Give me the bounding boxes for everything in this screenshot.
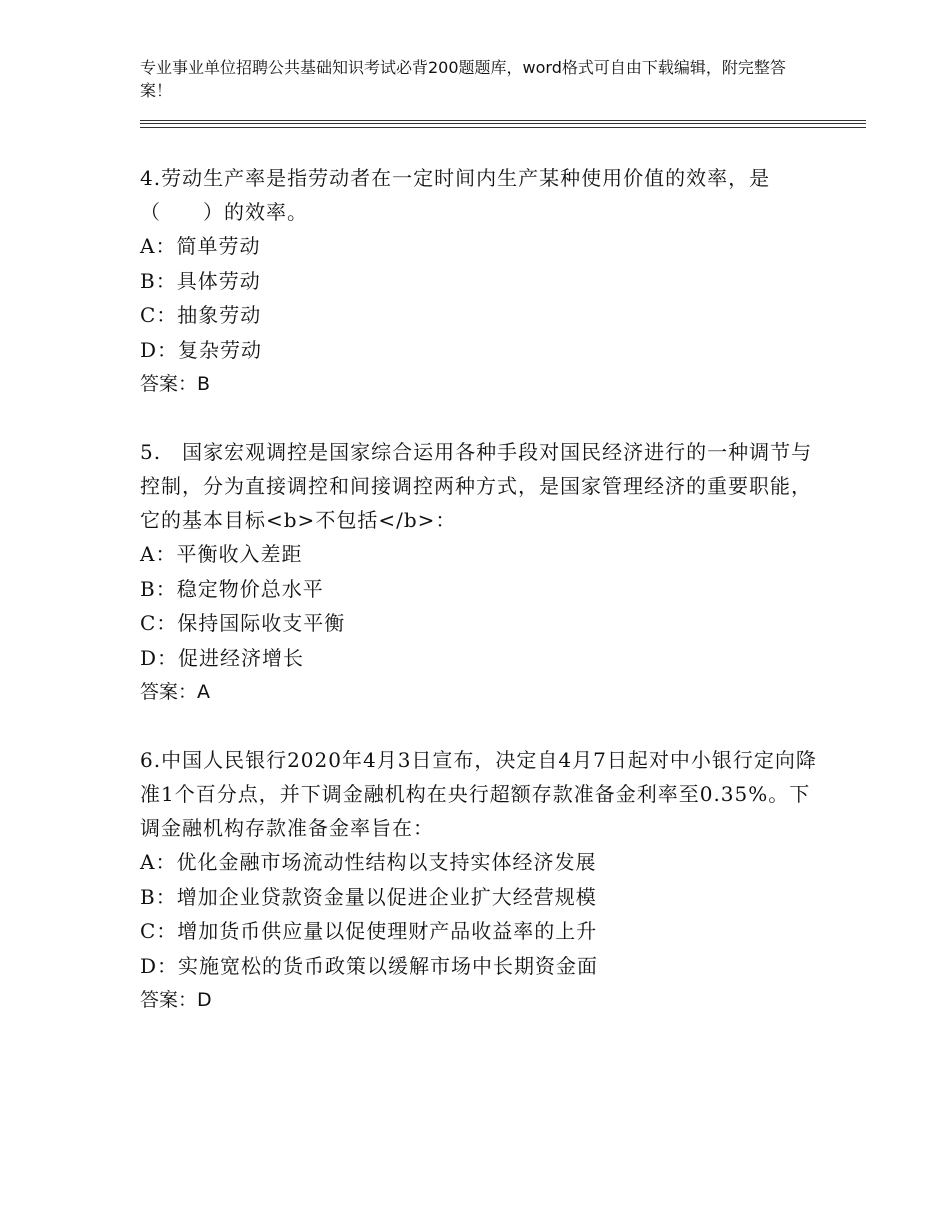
option-c: C：抽象劳动 xyxy=(140,303,262,327)
question-6 xyxy=(140,743,820,1017)
option-c: C：增加货币供应量以促使理财产品收益率的上升 xyxy=(140,919,598,943)
question-stem: 4.劳动生产率是指劳动者在一定时间内生产某种使用价值的效率，是（ ）的效率。 xyxy=(140,166,771,224)
page-header: 专业事业单位招聘公共基础知识考试必背200题题库，word格式可自由下载编辑，附完整答案！ xyxy=(140,58,786,100)
question-5 xyxy=(140,435,820,709)
option-d: D：复杂劳动 xyxy=(140,337,263,362)
answer-label: 答案：A xyxy=(140,681,210,703)
header-divider-thin xyxy=(140,127,866,128)
answer-label: 答案：B xyxy=(140,373,211,395)
header-divider xyxy=(140,120,866,124)
option-a: A：简单劳动 xyxy=(140,234,261,258)
option-a: A：平衡收入差距 xyxy=(140,542,303,566)
option-b: B：增加企业贷款资金量以促进企业扩大经营规模 xyxy=(140,884,597,909)
question-stem: 6.中国人民银行2020年4月3日宣布，决定自4月7日起对中小银行定向降准1个百分点，并下调金融机构在央行超额存款准备金利率至0.35%。下调金融机构存款准备金率旨在： xyxy=(140,748,817,840)
option-d: D：促进经济增长 xyxy=(140,645,305,670)
question-stem: 5. 国家宏观调控是国家综合运用各种手段对国民经济进行的一种调节与控制，分为直接调控和间接调控两种方式，是国家管理经济的重要职能，它的基本目标<b>不包括</b>： xyxy=(140,440,813,532)
option-c: C：保持国际收支平衡 xyxy=(140,611,346,635)
option-a: A：优化金融市场流动性结构以支持实体经济发展 xyxy=(140,850,597,874)
answer-label: 答案：D xyxy=(140,989,212,1011)
option-b: B：稳定物价总水平 xyxy=(140,576,324,601)
question-4 xyxy=(140,161,820,401)
option-d: D：实施宽松的货币政策以缓解市场中长期资金面 xyxy=(140,953,599,978)
option-b: B：具体劳动 xyxy=(140,268,261,293)
